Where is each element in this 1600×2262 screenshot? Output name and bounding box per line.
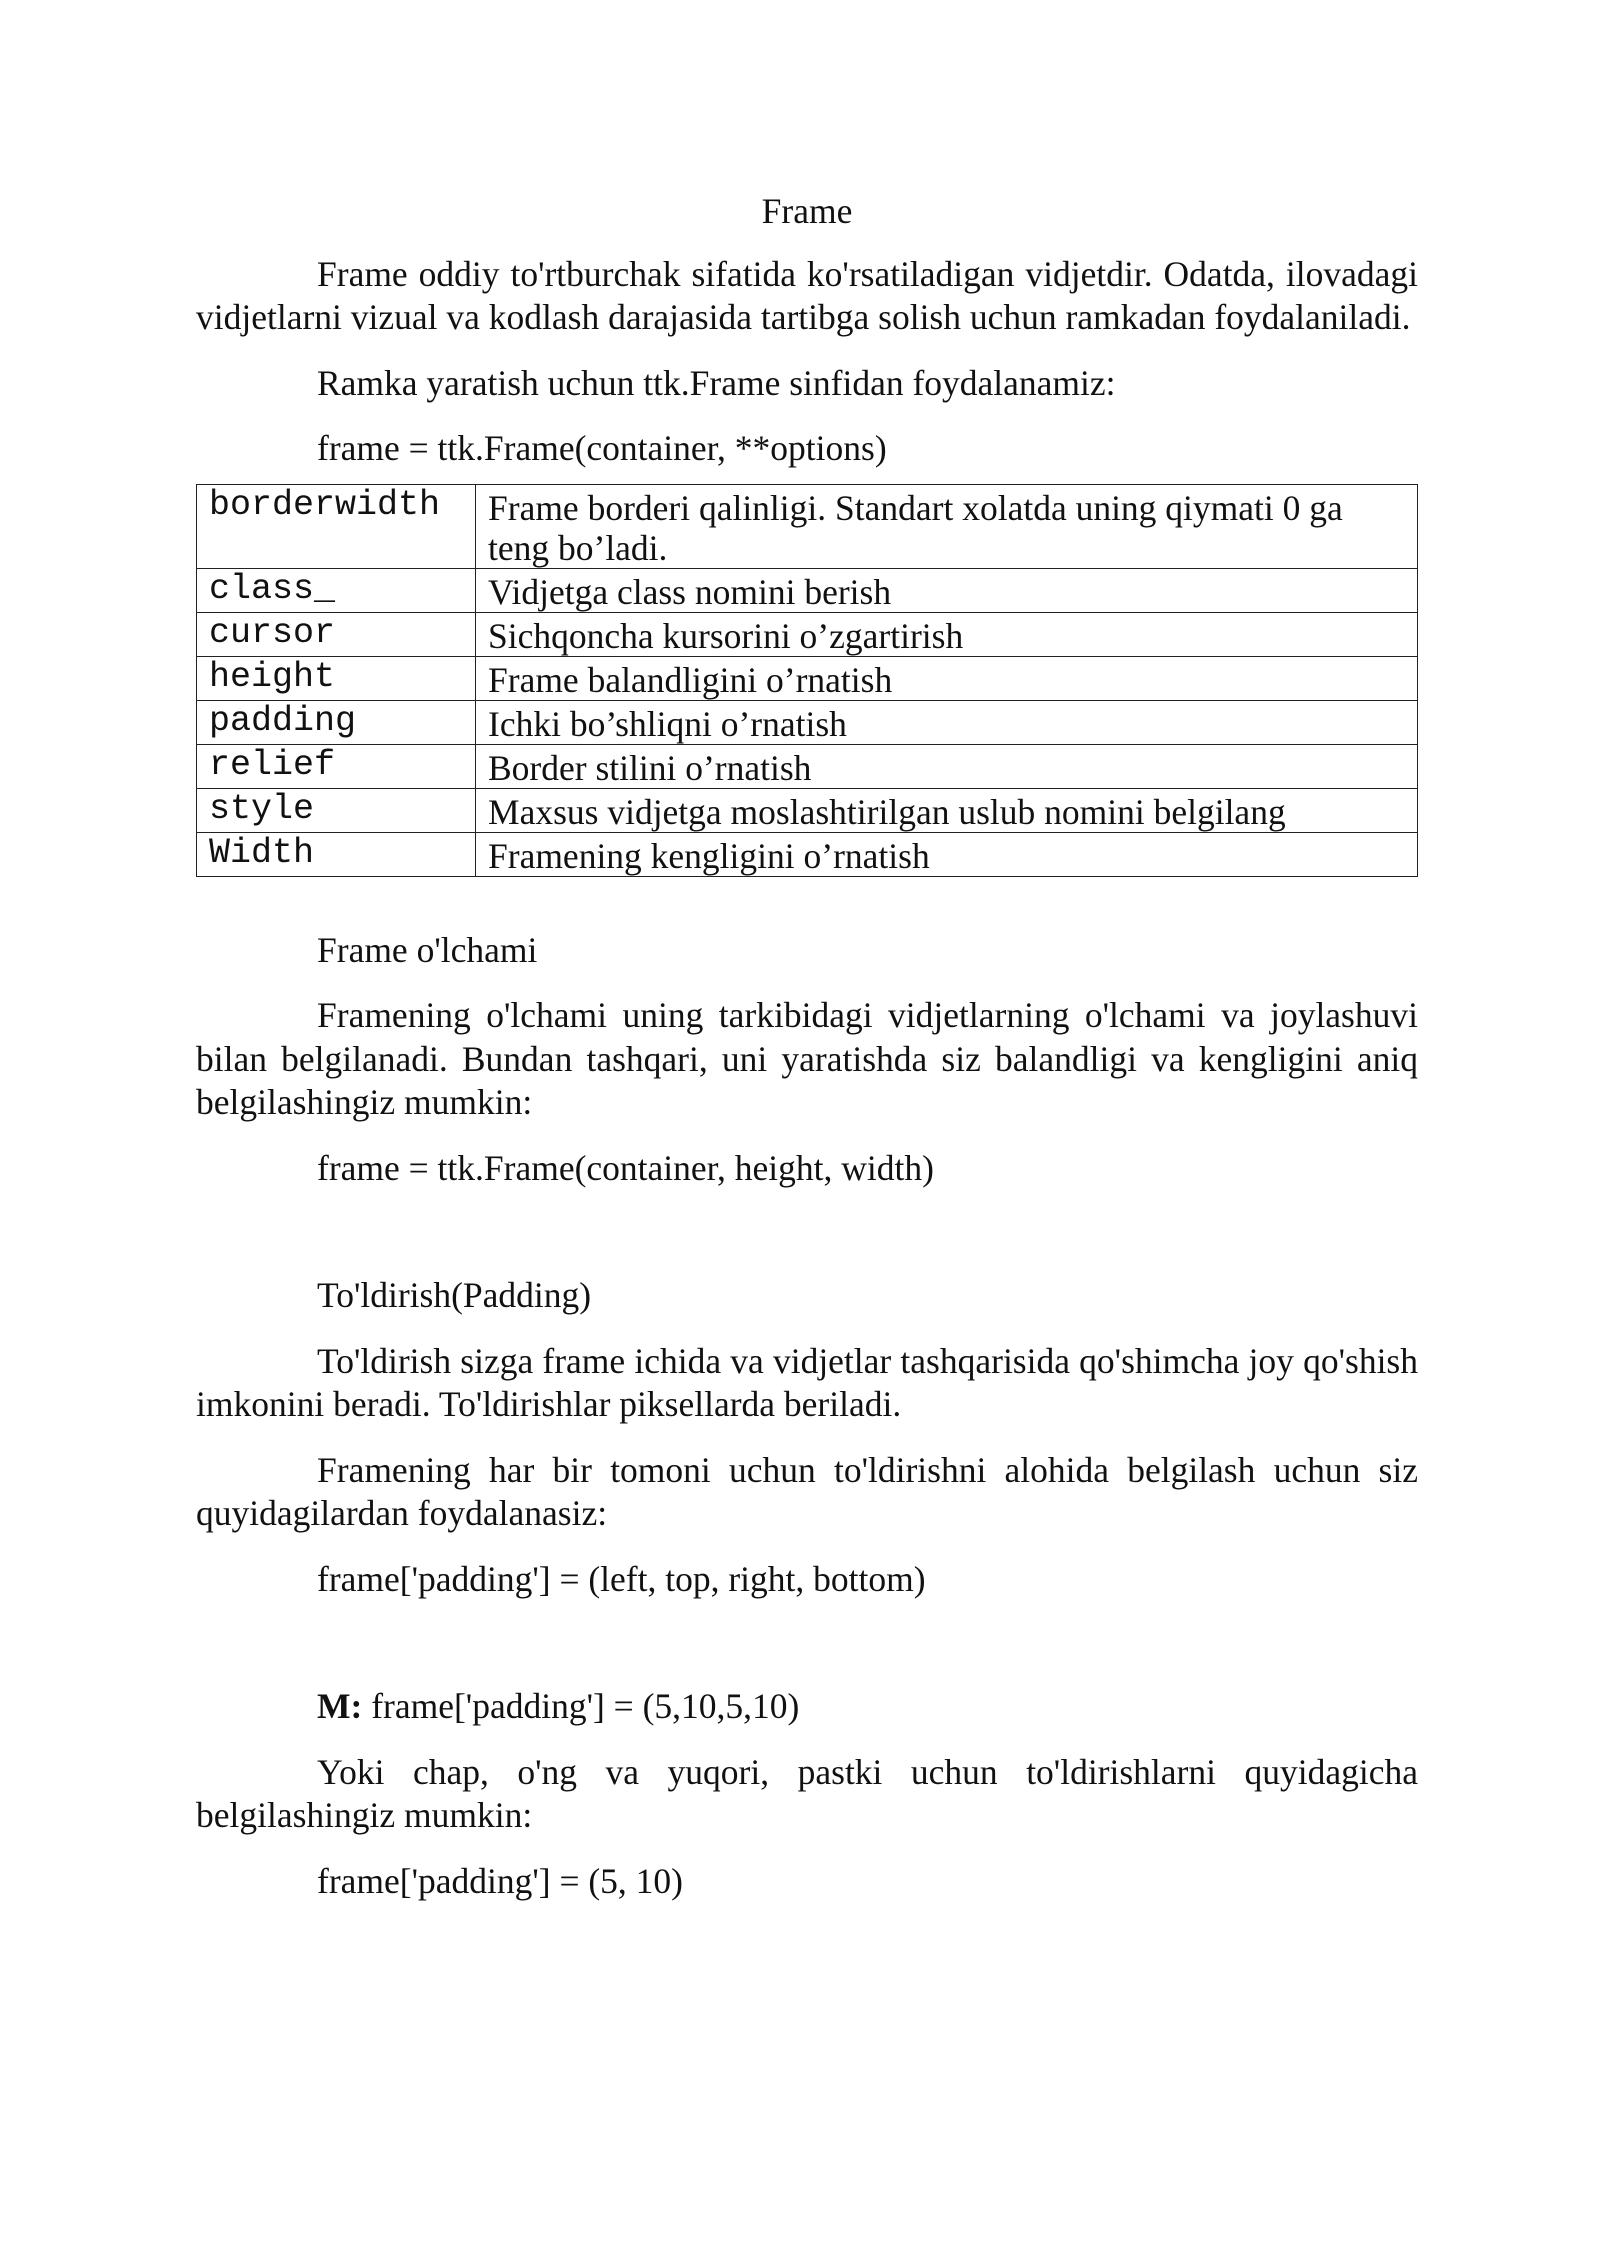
create-text: Ramka yaratish uchun ttk.Frame sinfidan foydalanamiz: [317,362,1116,403]
spacer [196,1212,1418,1274]
table-row [197,788,1418,832]
intro-paragraph: Frame oddiy to'rtburchak sifatida ko'rsatiladigan vidjetdir. Odatda, ilovadagi vidjetlarni vizual va kodlash darajasida tartibga solish uchun ramkadan foydalaniladi. [196,253,1418,337]
size-code: frame = ttk.Frame(container, height, width) [317,1147,934,1188]
option-name: relief [197,744,476,788]
option-description: Sichqoncha kursorini o’zgartirish [476,612,1418,656]
create-code: frame = ttk.Frame(container, **options) [317,428,887,468]
option-description: Maxsus vidjetga moslashtirilgan uslub nomini belgilang [476,788,1418,832]
document-page [196,190,1418,1925]
table-row [197,744,1418,788]
alt-code: frame['padding'] = (5, 10) [317,1860,683,1901]
padding-code-full: frame['padding'] = (left, top, right, bottom) [317,1558,926,1599]
example-code: frame['padding'] = (5,10,5,10) [362,1686,800,1726]
padding-sides-paragraph: Framening har bir tomoni uchun to'ldirishni alohida belgilash uchun siz quyidagilardan foydalanasiz: [196,1449,1418,1533]
spacer [196,1623,1418,1685]
option-description: Ichki bo’shliqni o’rnatish [476,700,1418,744]
padding-heading: To'ldirish(Padding) [317,1275,592,1315]
option-description: Frame borderi qalinligi. Standart xolatda uning qiymati 0 ga teng bo’ladi. [476,484,1418,568]
padding-paragraph: To'ldirish sizga frame ichida va vidjetlar tashqarisida qo'shimcha joy qo'shish imkonini beradi. To'ldirishlar piksellarda beriladi. [196,1340,1418,1424]
option-name: padding [197,700,476,744]
size-heading: Frame o'lchami [317,929,538,970]
table-row [197,484,1418,568]
option-description: Framening kengligini o’rnatish [476,832,1418,876]
option-name: style [197,788,476,832]
option-name: height [197,656,476,700]
alt-paragraph: Yoki chap, o'ng va yuqori, pastki uchun to'ldirishlarni quyidagicha belgilashingiz mumkin: [196,1751,1418,1835]
example-label: M: [317,1686,363,1726]
spacer [196,877,1418,929]
table-row [197,700,1418,744]
option-name: class_ [197,568,476,612]
option-description: Frame balandligini o’rnatish [476,656,1418,700]
example-line [196,1685,1418,1729]
option-name: borderwidth [197,484,476,568]
option-name: Width [197,832,476,876]
page-title: Frame [761,191,853,231]
option-name: cursor [197,612,476,656]
table-row [197,568,1418,612]
option-description: Vidjetga class nomini berish [476,568,1418,612]
table-row [197,832,1418,876]
table-row [197,656,1418,700]
options-table [196,484,1418,877]
size-paragraph: Framening o'lchami uning tarkibidagi vidjetlarning o'lchami va joylashuvi bilan belgilanadi. Bundan tashqari, uni yaratishda siz balandligi va kengligini aniq belgilashingiz mumkin: [196,995,1418,1122]
option-description: Border stilini o’rnatish [476,744,1418,788]
table-row [197,612,1418,656]
